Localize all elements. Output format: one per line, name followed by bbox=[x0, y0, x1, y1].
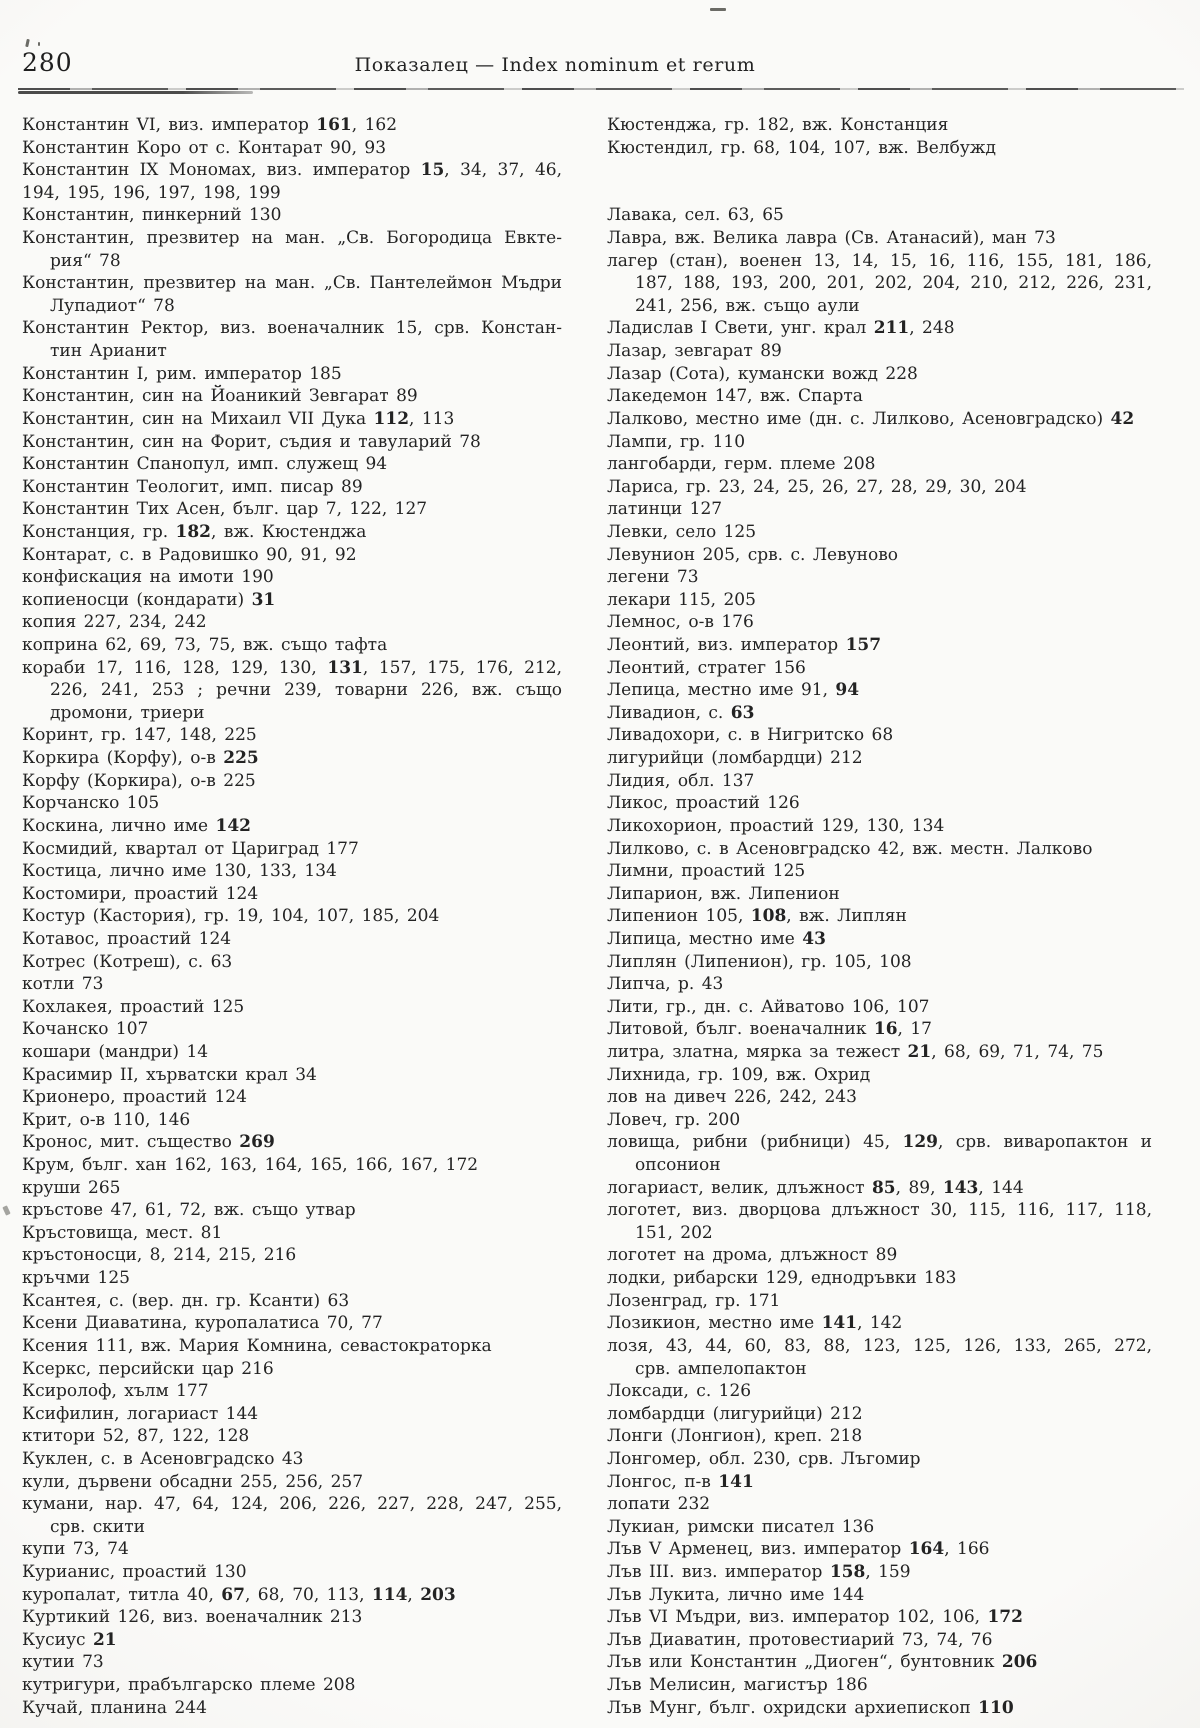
index-entry-line: Корфу (Коркира), о-в 225 bbox=[22, 770, 256, 791]
index-entry-line: тин Арианит bbox=[50, 341, 167, 362]
index-entry-line: логотет на дрома, длъжност 89 bbox=[607, 1245, 898, 1266]
index-entry-line: кутии 73 bbox=[22, 1652, 104, 1673]
index-entry-line: Константин Коро от с. Контарат 90, 93 bbox=[22, 137, 387, 158]
index-entry-line: лозя, 43, 44, 60, 83, 88, 123, 125, 126, 133, 265, 272, bbox=[607, 1335, 1152, 1356]
index-entry-line: Лазар, зевгарат 89 bbox=[607, 341, 782, 362]
index-entry-line: копия 227, 234, 242 bbox=[22, 612, 207, 633]
index-entry-line: Литовой, бълг. военачалник 16, 17 bbox=[607, 1019, 932, 1040]
index-entry-line: Лакедемон 147, вж. Спарта bbox=[607, 386, 863, 407]
index-entry-line: кули, дървени обсадни 255, 256, 257 bbox=[22, 1471, 364, 1492]
index-entry-line: Лъв VI Мъдри, виз. император 102, 106, 172 bbox=[607, 1607, 1023, 1628]
index-entry-line: Липлян (Липенион), гр. 105, 108 bbox=[607, 951, 912, 972]
index-entry-line: легени 73 bbox=[607, 567, 699, 588]
index-entry-line: Лъв III. виз. император 158, 159 bbox=[607, 1562, 911, 1582]
index-entry-line: Ксения 111, вж. Мария Комнина, севастократорка bbox=[22, 1335, 492, 1356]
index-entry-line: Лалково, местно име (дн. с. Лилково, Асеновградско) 42 bbox=[607, 408, 1135, 429]
index-entry-line: Костомири, проастий 124 bbox=[22, 883, 259, 904]
index-entry-line: кошари (мандри) 14 bbox=[22, 1041, 209, 1062]
index-entry-line: Кюстендил, гр. 68, 104, 107, вж. Велбужд bbox=[607, 137, 996, 158]
index-entry-line: Ликос, проастий 126 bbox=[607, 793, 800, 814]
scan-artifact bbox=[25, 39, 30, 47]
index-entry-line: Лонгомер, обл. 230, срв. Лъгомир bbox=[607, 1448, 921, 1469]
index-entry-line: кутригури, прабългарско племе 208 bbox=[22, 1675, 356, 1696]
index-entry-line: Лихнида, гр. 109, вж. Охрид bbox=[607, 1064, 871, 1085]
index-entry-line: Ксеркс, персийски цар 216 bbox=[22, 1358, 274, 1379]
index-entry-line: Лъв Мунг, бълг. охридски архиепископ 110 bbox=[607, 1697, 1014, 1718]
index-entry-line: Константин, син на Форит, съдия и тавуларий 78 bbox=[22, 431, 481, 452]
index-entry-line: круши 265 bbox=[22, 1177, 121, 1198]
index-entry-line: Крум, бълг. хан 162, 163, 164, 165, 166, 167, 172 bbox=[22, 1155, 479, 1176]
blank-line bbox=[607, 182, 1152, 205]
index-entry-line: лигурийци (ломбардци) 212 bbox=[607, 748, 863, 769]
index-entry-line: Лъв Лукита, лично име 144 bbox=[607, 1584, 865, 1605]
index-entry-line: Лозенград, гр. 171 bbox=[607, 1290, 781, 1311]
index-entry-line: Константин, презвитер на ман. „Св. Пантелеймон Мъдри bbox=[22, 273, 562, 294]
index-entry-line: Лонги (Лонгион), креп. 218 bbox=[607, 1426, 863, 1447]
index-entry-line: рия“ 78 bbox=[50, 250, 121, 271]
index-entry-line: срв. ампелопактон bbox=[635, 1358, 807, 1379]
index-entry-line: опсонион bbox=[635, 1155, 721, 1176]
index-entry-line: конфискация на имоти 190 bbox=[22, 567, 274, 588]
index-entry-line: срв. скити bbox=[50, 1516, 145, 1537]
header-rule-thick-segment bbox=[18, 91, 253, 94]
index-entry-line: Лавака, сел. 63, 65 bbox=[607, 205, 784, 226]
index-entry-line: Ладислав I Свети, унг. крал 211, 248 bbox=[607, 318, 955, 339]
index-entry-line: Константин, син на Михаил VII Дука 112, 113 bbox=[22, 408, 455, 429]
index-entry-line: Кронос, мит. същество 269 bbox=[22, 1132, 275, 1153]
index-entry-line: Лупадиот“ 78 bbox=[50, 295, 175, 316]
index-entry-line: Ксиролоф, хълм 177 bbox=[22, 1381, 209, 1402]
index-entry-line: Лариса, гр. 23, 24, 25, 26, 27, 28, 29, 30, 204 bbox=[607, 476, 1027, 497]
index-entry-line: Контарат, с. в Радовишко 90, 91, 92 bbox=[22, 544, 357, 565]
index-entry-line: Красимир II, хърватски крал 34 bbox=[22, 1064, 317, 1085]
index-entry-line: Ксени Диаватина, куропалатиса 70, 77 bbox=[22, 1313, 383, 1334]
index-entry-line: Ловеч, гр. 200 bbox=[607, 1109, 741, 1130]
index-entry-line: Лъв Мелисин, магистър 186 bbox=[607, 1675, 868, 1696]
index-entry-line: Левунион 205, срв. с. Левуново bbox=[607, 544, 899, 565]
index-entry-line: кумани, нар. 47, 64, 124, 206, 226, 227, 228, 247, 255, bbox=[22, 1494, 562, 1515]
index-entry-line: Константин Спанопул, имп. служещ 94 bbox=[22, 454, 388, 475]
index-entry-line: лекари 115, 205 bbox=[607, 589, 756, 610]
index-entry-line: Локсади, с. 126 bbox=[607, 1381, 752, 1402]
index-entry-line: Коскина, лично име 142 bbox=[22, 815, 251, 836]
index-entry-line: 187, 188, 193, 200, 201, 202, 204, 210, 212, 226, 231, bbox=[635, 273, 1152, 294]
index-entry-line: Костур (Кастория), гр. 19, 104, 107, 185, 204 bbox=[22, 906, 440, 927]
index-entry-line: Лъв Диаватин, протовестиарий 73, 74, 76 bbox=[607, 1629, 993, 1650]
index-entry-line: кръстоносци, 8, 214, 215, 216 bbox=[22, 1245, 297, 1266]
index-entry-line: Лозикион, местно име 141, 142 bbox=[607, 1313, 903, 1334]
index-entry-line: Ликохорион, проастий 129, 130, 134 bbox=[607, 815, 945, 836]
index-entry-line: 151, 202 bbox=[635, 1222, 713, 1243]
index-entry-line: Кусиус 21 bbox=[22, 1629, 117, 1650]
index-entry-line: Крионеро, проастий 124 bbox=[22, 1087, 247, 1108]
running-title: Показалец — Index nominum et rerum bbox=[354, 54, 756, 76]
index-entry-line: Константин I, рим. император 185 bbox=[22, 363, 342, 384]
index-entry-line: Лампи, гр. 110 bbox=[607, 431, 746, 452]
blank-line bbox=[607, 159, 1152, 182]
index-column-right bbox=[607, 114, 1152, 1719]
index-entry-line: Котрес (Котреш), с. 63 bbox=[22, 951, 233, 972]
index-columns bbox=[22, 114, 1152, 1719]
index-entry-line: кръчми 125 bbox=[22, 1268, 130, 1289]
index-entry-line: Кръстовища, мест. 81 bbox=[22, 1222, 223, 1243]
index-entry-line: Липенион 105, 108, вж. Липлян bbox=[607, 906, 907, 927]
index-entry-line: литра, златна, мярка за тежест 21, 68, 69, 71, 74, 75 bbox=[607, 1041, 1104, 1062]
index-entry-line: Константин Ректор, виз. военачалник 15, срв. Констан- bbox=[22, 318, 562, 339]
index-entry-line: Леонтий, виз. император 157 bbox=[607, 635, 882, 656]
index-entry-line: Липарион, вж. Липенион bbox=[607, 883, 840, 904]
index-entry-line: ктитори 52, 87, 122, 128 bbox=[22, 1426, 250, 1447]
page-number: 280 bbox=[22, 48, 73, 77]
header-rule bbox=[18, 88, 1184, 90]
index-entry-line: Лимни, проастий 125 bbox=[607, 861, 806, 882]
index-entry-line: Лидия, обл. 137 bbox=[607, 770, 755, 791]
index-entry-line: Ливадион, с. 63 bbox=[607, 702, 755, 723]
index-entry-line: логотет, виз. дворцова длъжност 30, 115, 116, 117, 118, bbox=[607, 1200, 1152, 1221]
index-entry-line: 194, 195, 196, 197, 198, 199 bbox=[22, 182, 281, 203]
index-entry-line: Ксифилин, логариаст 144 bbox=[22, 1403, 259, 1424]
index-entry-line: 226, 241, 253 ; речни 239, товарни 226, вж. също bbox=[50, 680, 562, 701]
index-entry-line: Космидий, квартал от Цариград 177 bbox=[22, 838, 359, 859]
index-entry-line: котли 73 bbox=[22, 974, 104, 995]
index-entry-line: Константин, презвитер на ман. „Св. Богородица Евкте- bbox=[22, 228, 562, 249]
index-entry-line: лангобарди, герм. племе 208 bbox=[607, 454, 876, 475]
scan-artifact bbox=[2, 1205, 10, 1215]
index-entry-line: Курианис, проастий 130 bbox=[22, 1562, 247, 1582]
index-entry-line: лагер (стан), военен 13, 14, 15, 16, 116, 155, 181, 186, bbox=[607, 250, 1152, 271]
index-entry-line: Лъв или Константин „Диоген“, бунтовник 206 bbox=[607, 1652, 1038, 1673]
index-entry-line: лов на дивеч 226, 242, 243 bbox=[607, 1087, 857, 1108]
index-entry-line: ловища, рибни (рибници) 45, 129, срв. виваропактон и bbox=[607, 1132, 1152, 1153]
index-entry-line: кръстове 47, 61, 72, вж. също утвар bbox=[22, 1200, 356, 1221]
index-entry-line: Липица, местно име 43 bbox=[607, 928, 826, 949]
index-entry-line: Кюстенджа, гр. 182, вж. Констанция bbox=[607, 115, 949, 135]
index-entry-line: Лемнос, о-в 176 bbox=[607, 612, 754, 633]
index-entry-line: Костица, лично име 130, 133, 134 bbox=[22, 861, 337, 882]
index-entry-line: Константин IX Мономах, виз. император 15, 34, 37, 46, bbox=[22, 160, 562, 181]
scan-artifact bbox=[710, 8, 726, 11]
index-entry-line: Лукиан, римски писател 136 bbox=[607, 1516, 875, 1537]
index-entry-line: куропалат, титла 40, 67, 68, 70, 113, 114, 203 bbox=[22, 1584, 456, 1605]
index-entry-line: Крит, о-в 110, 146 bbox=[22, 1109, 191, 1130]
index-entry-line: ломбардци (лигурийци) 212 bbox=[607, 1403, 863, 1424]
index-entry-line: латинци 127 bbox=[607, 499, 723, 520]
index-entry-line: лопати 232 bbox=[607, 1494, 711, 1515]
index-entry-line: Кохлакея, проастий 125 bbox=[22, 996, 245, 1017]
index-entry-line: Корчанско 105 bbox=[22, 793, 160, 814]
index-entry-line: Ливадохори, с. в Нигритско 68 bbox=[607, 725, 894, 746]
index-entry-line: Котавос, проастий 124 bbox=[22, 928, 232, 949]
index-entry-line: Липча, р. 43 bbox=[607, 974, 724, 995]
scan-artifact bbox=[38, 42, 40, 46]
index-entry-line: логариаст, велик, длъжност 85, 89, 143, 144 bbox=[607, 1177, 1024, 1198]
index-entry-line: Лонгос, п-в 141 bbox=[607, 1471, 754, 1492]
index-entry-line: Константин, пинкерний 130 bbox=[22, 205, 282, 226]
index-entry-line: Леонтий, стратег 156 bbox=[607, 657, 806, 678]
index-entry-line: Лепица, местно име 91, 94 bbox=[607, 680, 860, 701]
index-entry-line: Лазар (Сота), кумански вожд 228 bbox=[607, 363, 918, 384]
index-entry-line: Лъв V Арменец, виз. император 164, 166 bbox=[607, 1539, 990, 1560]
index-entry-line: Коринт, гр. 147, 148, 225 bbox=[22, 725, 257, 746]
index-entry-line: дромони, триери bbox=[50, 702, 205, 723]
index-entry-line: лодки, рибарски 129, еднодръвки 183 bbox=[607, 1268, 957, 1289]
index-entry-line: Кучай, планина 244 bbox=[22, 1697, 207, 1718]
index-entry-line: Лити, гр., дн. с. Айватово 106, 107 bbox=[607, 996, 930, 1017]
index-entry-line: Лавра, вж. Велика лавра (Св. Атанасий), ман 73 bbox=[607, 228, 1056, 249]
index-entry-line: 241, 256, вж. също аули bbox=[635, 295, 860, 316]
index-entry-line: Куртикий 126, виз. военачалник 213 bbox=[22, 1607, 363, 1628]
index-entry-line: Константин Теологит, имп. писар 89 bbox=[22, 476, 363, 497]
index-entry-line: Кочанско 107 bbox=[22, 1019, 149, 1040]
index-entry-line: Левки, село 125 bbox=[607, 521, 757, 542]
index-entry-line: купи 73, 74 bbox=[22, 1539, 129, 1560]
index-entry-line: Констанция, гр. 182, вж. Кюстенджа bbox=[22, 521, 367, 542]
index-entry-line: коприна 62, 69, 73, 75, вж. също тафта bbox=[22, 635, 388, 656]
index-entry-line: Коркира (Корфу), о-в 225 bbox=[22, 748, 259, 769]
index-entry-line: копиеносци (кондарати) 31 bbox=[22, 589, 276, 610]
index-column-left bbox=[22, 114, 562, 1719]
index-entry-line: Куклен, с. в Асеновградско 43 bbox=[22, 1448, 304, 1469]
index-entry-line: Лилково, с. в Асеновградско 42, вж. местн. Лалково bbox=[607, 838, 1093, 859]
index-entry-line: Константин Тих Асен, бълг. цар 7, 122, 127 bbox=[22, 499, 428, 520]
index-entry-line: Ксантея, с. (вер. дн. гр. Ксанти) 63 bbox=[22, 1290, 350, 1311]
index-entry-line: Константин VI, виз. император 161, 162 bbox=[22, 115, 398, 135]
index-entry-line: кораби 17, 116, 128, 129, 130, 131, 157, 175, 176, 212, bbox=[22, 657, 562, 678]
index-entry-line: Константин, син на Йоаникий Зевгарат 89 bbox=[22, 386, 418, 407]
